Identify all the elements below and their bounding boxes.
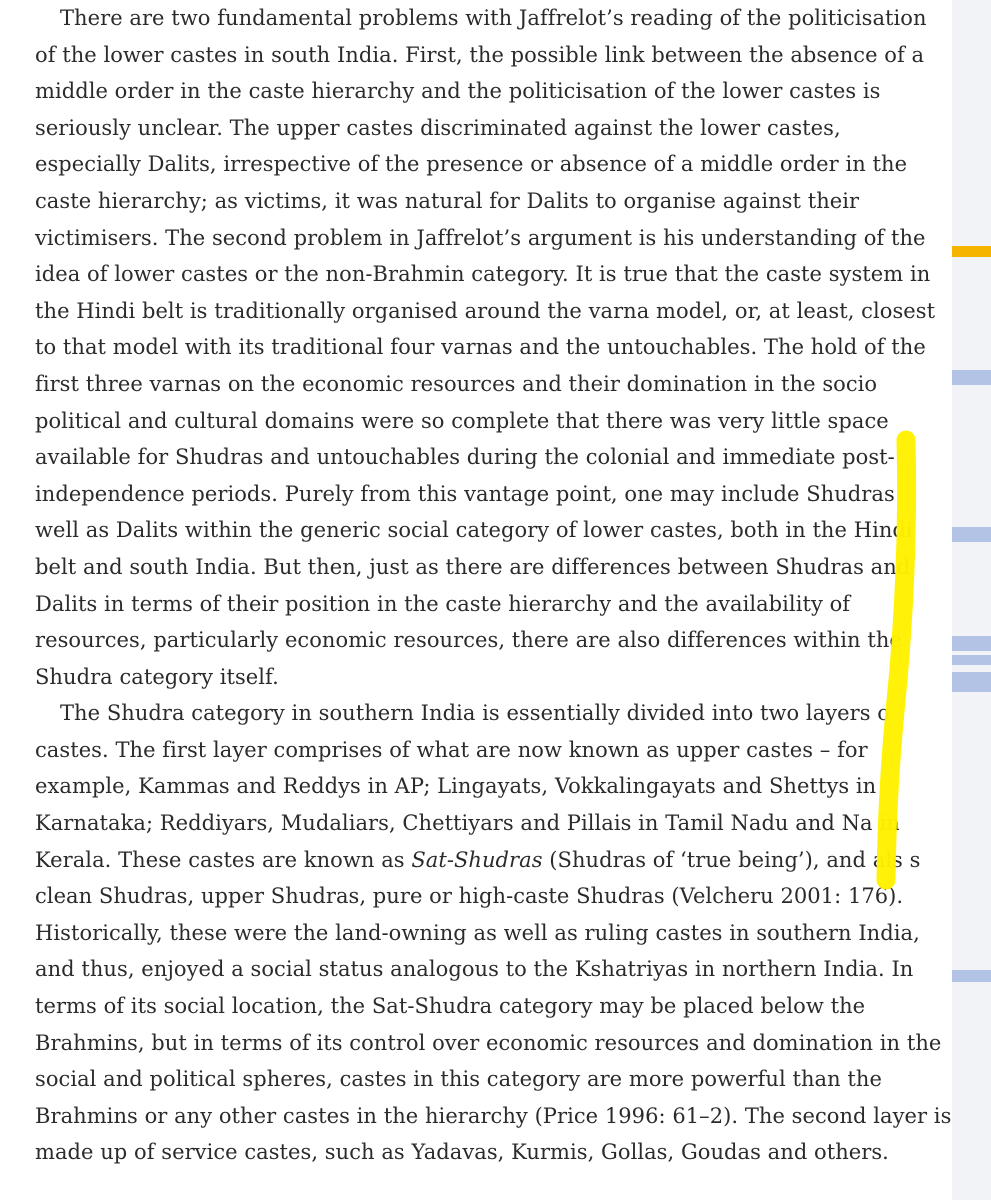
note-marker[interactable] <box>952 655 991 665</box>
text-line: social and political spheres, castes in this category are more powerful than the <box>35 1067 882 1092</box>
text-line: and thus, enjoyed a social status analogous to the Kshatriyas in northern India. In <box>35 957 914 982</box>
text-line: castes. The first layer comprises of what are now known as upper castes – for <box>35 737 868 762</box>
note-marker[interactable] <box>952 672 991 692</box>
text-line: available for Shudras and untouchables during the colonial and immediate post- <box>35 445 895 470</box>
text-line: terms of its social location, the Sat-Shudra category may be placed below the <box>35 994 866 1019</box>
paragraph-1 <box>35 0 940 695</box>
text-line: especially Dalits, irrespective of the presence or absence of a middle order in the <box>35 152 908 177</box>
text-line: Dalits in terms of their position in the caste hierarchy and the availability of <box>35 591 851 616</box>
annotation-gutter[interactable] <box>952 0 991 1200</box>
text-line: example, Kammas and Reddys in AP; Lingayats, Vokkalingayats and Shettys in <box>35 774 877 799</box>
note-marker[interactable] <box>952 970 991 982</box>
text-line: seriously unclear. The upper castes discriminated against the lower castes, <box>35 115 841 140</box>
note-marker[interactable] <box>952 527 991 542</box>
text-run: Kerala. These castes are known as <box>35 847 412 872</box>
text-line: made up of service castes, such as Yadavas, Kurmis, Gollas, Goudas and others. <box>35 1140 889 1165</box>
text-line: Shudra category itself. <box>35 664 279 689</box>
text-line: resources, particularly economic resources, there are also differences within the <box>35 628 902 653</box>
text-line: belt and south India. But then, just as there are differences between Shudras and <box>35 554 911 579</box>
text-line: Brahmins or any other castes in the hierarchy (Price 1996: 61–2). The second layer is <box>35 1103 952 1128</box>
text-line: political and cultural domains were so complete that there was very little space <box>35 408 889 433</box>
text-line: Karnataka; Reddiyars, Mudaliars, Chettiyars and Pillais in Tamil Nadu and Na in <box>35 811 900 836</box>
italic-term: Sat-Shudras <box>411 847 543 872</box>
text-line: independence periods. Purely from this vantage point, one may include Shudras <box>35 481 895 506</box>
text-line: Brahmins, but in terms of its control over economic resources and domination in the <box>35 1030 942 1055</box>
text-line: of the lower castes in south India. First, the possible link between the absence of a <box>35 42 925 67</box>
highlight-marker[interactable] <box>952 246 991 257</box>
text-line: first three varnas on the economic resources and their domination in the socio <box>35 371 878 396</box>
text-line: The Shudra category in southern India is essentially divided into two layers o <box>60 701 890 726</box>
note-marker[interactable] <box>952 636 991 651</box>
text-line: the Hindi belt is traditionally organised around the varna model, or, at least, closest <box>35 298 936 323</box>
text-line: clean Shudras, upper Shudras, pure or high-caste Shudras (Velcheru 2001: 176). <box>35 884 904 909</box>
note-marker[interactable] <box>952 370 991 385</box>
paragraph-2 <box>35 695 952 1171</box>
text-run: (Shudras of ‘true being’), and als s <box>542 847 921 872</box>
text-line: Historically, these were the land-owning as well as ruling castes in southern India, <box>35 920 920 945</box>
text-line: victimisers. The second problem in Jaffrelot’s argument is his understanding of the <box>35 225 926 250</box>
text-line: middle order in the caste hierarchy and the politicisation of the lower castes is <box>35 79 881 104</box>
body-text <box>35 0 952 1171</box>
text-line: to that model with its traditional four varnas and the untouchables. The hold of the <box>35 335 926 360</box>
text-line: well as Dalits within the generic social category of lower castes, both in the Hindi <box>35 518 913 543</box>
text-line: There are two fundamental problems with Jaffrelot’s reading of the politicisation <box>60 6 927 30</box>
text-line: idea of lower castes or the non-Brahmin category. It is true that the caste system in <box>35 262 931 287</box>
text-line: caste hierarchy; as victims, it was natural for Dalits to organise against their <box>35 188 860 213</box>
text-line <box>35 842 940 879</box>
